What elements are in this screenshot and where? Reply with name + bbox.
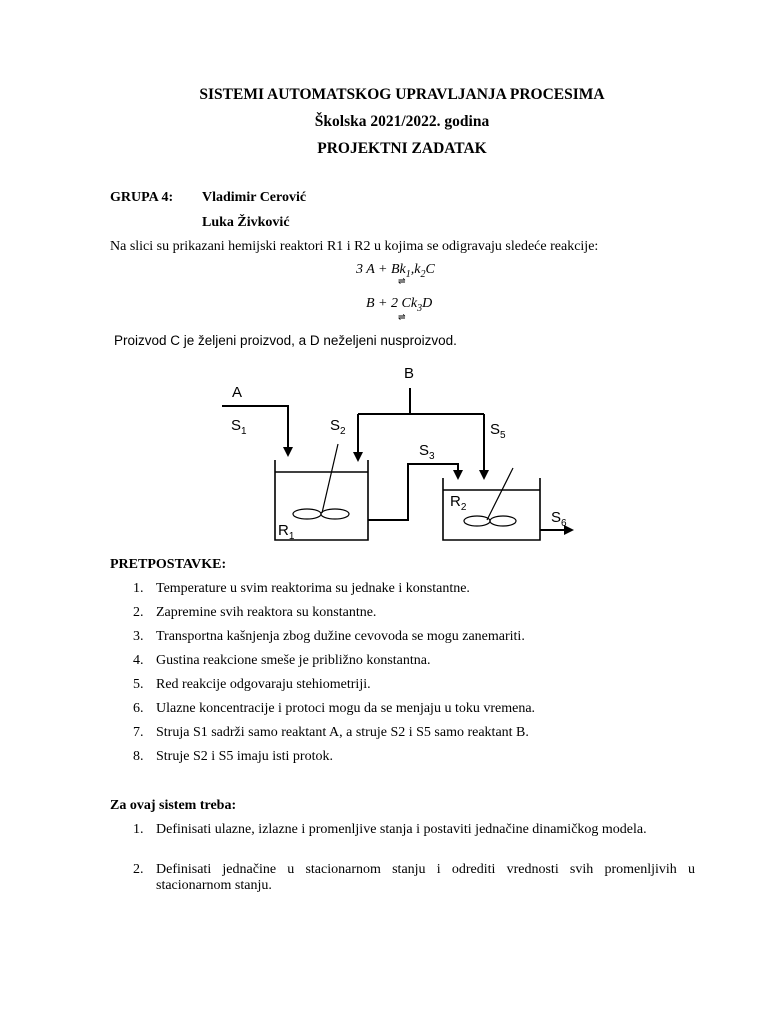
label-s6: $S_6$ [551, 509, 567, 529]
r2-stirrer-blade-left [464, 516, 490, 526]
eq2-k3-sub: 3 [417, 302, 423, 314]
list-number: 7. [133, 725, 144, 740]
list-item: 1. Definisati ulazne, izlazne i promenljive stanja i postaviti jednačine dinamičkog modela. [133, 822, 647, 837]
label-s2: $S_2$ [330, 417, 346, 437]
list-number: 6. [133, 701, 144, 716]
r1-stirrer-blade-left [293, 509, 321, 519]
r1-stirrer-blade-right [321, 509, 349, 519]
r1-stirrer-shaft [322, 444, 338, 513]
reactor-diagram [0, 355, 768, 555]
eq2-product: D [422, 296, 433, 311]
list-item: 2. Definisati jednačine u stacionarnom stanju i odrediti vrednosti svih promenljivih u stacionarnom stanju. [133, 862, 695, 893]
list-number: 5. [133, 677, 144, 692]
list-number: 1. [133, 822, 144, 837]
group-label: GRUPA 4: [110, 190, 174, 205]
label-s5: $S_5$ [490, 421, 506, 441]
eq1-product: C [425, 262, 435, 277]
label-r2: $R_2$ [450, 493, 467, 513]
eq2-reactants: B + 2 C [366, 296, 411, 311]
list-number: 2. [133, 862, 144, 877]
list-item: 6. Ulazne koncentracije i protoci mogu da se menjaju u toku vremena. [133, 701, 536, 716]
list-item: 5. Red reakcije odgovaraju stehiometriji. [133, 677, 371, 692]
assumptions-heading: PRETPOSTAVKE: [110, 557, 227, 572]
list-number: 1. [133, 581, 144, 596]
r2-stirrer-shaft [487, 468, 513, 520]
label-r1: $R_1$ [278, 522, 295, 542]
assumptions-list [133, 581, 693, 773]
tasks-list [133, 822, 695, 902]
tasks-heading: Za ovaj sistem treba: [110, 798, 237, 813]
list-number: 8. [133, 749, 144, 764]
document-title: PROJEKTNI ZADATAK [317, 140, 487, 157]
eq2-k3: k [410, 296, 418, 311]
list-number: 3. [133, 629, 144, 644]
intro-text: Na slici su prikazani hemijski reaktori R1 i R2 u kojima se odigravaju sledeće reakcije: [110, 239, 599, 254]
list-item: 2. Zapremine svih reaktora su konstantne. [133, 605, 377, 620]
label-s1: $S_1$ [231, 417, 247, 437]
reaction-equation-1 [356, 262, 435, 280]
eq1-k1-sub: 1 [405, 268, 411, 280]
list-item: 4. Gustina reakcione smeše je približno konstantna. [133, 653, 431, 668]
list-number: 4. [133, 653, 144, 668]
eq1-k2-sub: 2 [420, 268, 426, 280]
eq1-reactants: 3 A + B [356, 262, 400, 277]
list-item: 1. Temperature u svim reaktorima su jednake i konstantne. [133, 581, 470, 596]
eq1-k2: k [414, 262, 421, 277]
label-a: A [232, 384, 243, 401]
eq1-k1: k [399, 262, 406, 277]
group-member-1: Vladimir Cerović [202, 190, 307, 205]
stream-s3-line [368, 464, 458, 520]
school-year: Školska 2021/2022. godina [314, 113, 490, 130]
list-item: 3. Transportna kašnjenja zbog dužine cevovoda se mogu zanemariti. [133, 629, 525, 644]
r2-stirrer-blade-right [490, 516, 516, 526]
course-title: SISTEMI AUTOMATSKOG UPRAVLJANJA PROCESIMA [199, 86, 605, 103]
group-member-2: Luka Živković [202, 215, 290, 230]
equilibrium-arrow-1: ⇌ [398, 276, 406, 286]
eq1-sep: , [410, 262, 415, 277]
arrow-2: ⇌ [398, 312, 406, 322]
list-item: 7. Struja S1 sadrži samo reaktant A, a struje S2 i S5 samo reaktant B. [133, 725, 529, 740]
label-s3: $S_3$ [419, 442, 435, 462]
list-number: 2. [133, 605, 144, 620]
list-item: 8. Struje S2 i S5 imaju isti protok. [133, 749, 333, 764]
product-note: Proizvod C je željeni proizvod, a D neželjeni nusproizvod. [114, 333, 457, 348]
label-b: B [404, 365, 415, 382]
